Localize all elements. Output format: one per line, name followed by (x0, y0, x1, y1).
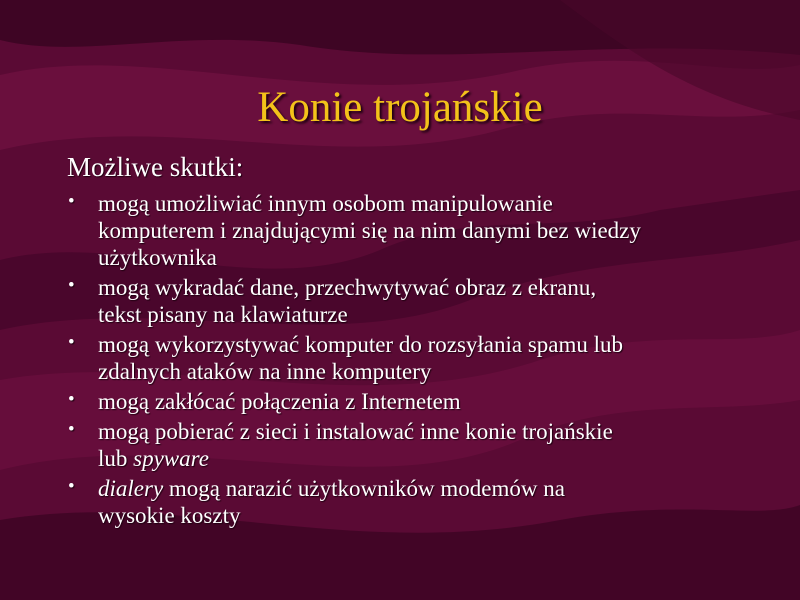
bullet-text: mogą narazić użytkowników modemów na (163, 476, 565, 501)
bullet-item (66, 475, 766, 529)
bullet-line: wysokie koszty (98, 503, 241, 528)
bullet-icon: • (68, 476, 75, 497)
bullet-item (66, 331, 766, 385)
bullet-line: mogą zakłócać połączenia z Internetem (98, 389, 461, 414)
bullet-line: użytkownika (98, 245, 217, 270)
bullet-text: lub (98, 446, 134, 471)
bullet-icon: • (68, 191, 75, 212)
bullet-line: tekst pisany na klawiaturze (98, 302, 348, 327)
bullet-line: mogą wykradać dane, przechwytywać obraz z ekranu, (98, 275, 597, 300)
bullet-icon: • (68, 332, 75, 353)
bullet-item (66, 388, 766, 415)
bullet-line: mogą pobierać z sieci i instalować inne konie trojańskie (98, 419, 613, 444)
bullet-item (66, 418, 766, 472)
bullet-item (66, 274, 766, 328)
bullet-line: mogą umożliwiać innym osobom manipulowanie (98, 191, 553, 216)
bullet-icon: • (68, 275, 75, 296)
bullet-icon: • (68, 419, 75, 440)
bullet-line (98, 475, 766, 502)
bullet-line (98, 445, 766, 472)
bullet-list (66, 190, 766, 532)
slide-title: Konie trojańskie (257, 84, 543, 131)
bullet-icon: • (68, 389, 75, 410)
bullet-line: mogą wykorzystywać komputer do rozsyłania spamu lub (98, 332, 624, 357)
bullet-emphasis: dialery (98, 476, 164, 501)
slide-subtitle: Możliwe skutki: (67, 152, 244, 182)
bullet-line: zdalnych ataków na inne komputery (98, 359, 432, 384)
bullet-item (66, 190, 766, 271)
bullet-line: komputerem i znajdującymi się na nim danymi bez wiedzy (98, 218, 641, 243)
bullet-emphasis: spyware (133, 446, 209, 471)
